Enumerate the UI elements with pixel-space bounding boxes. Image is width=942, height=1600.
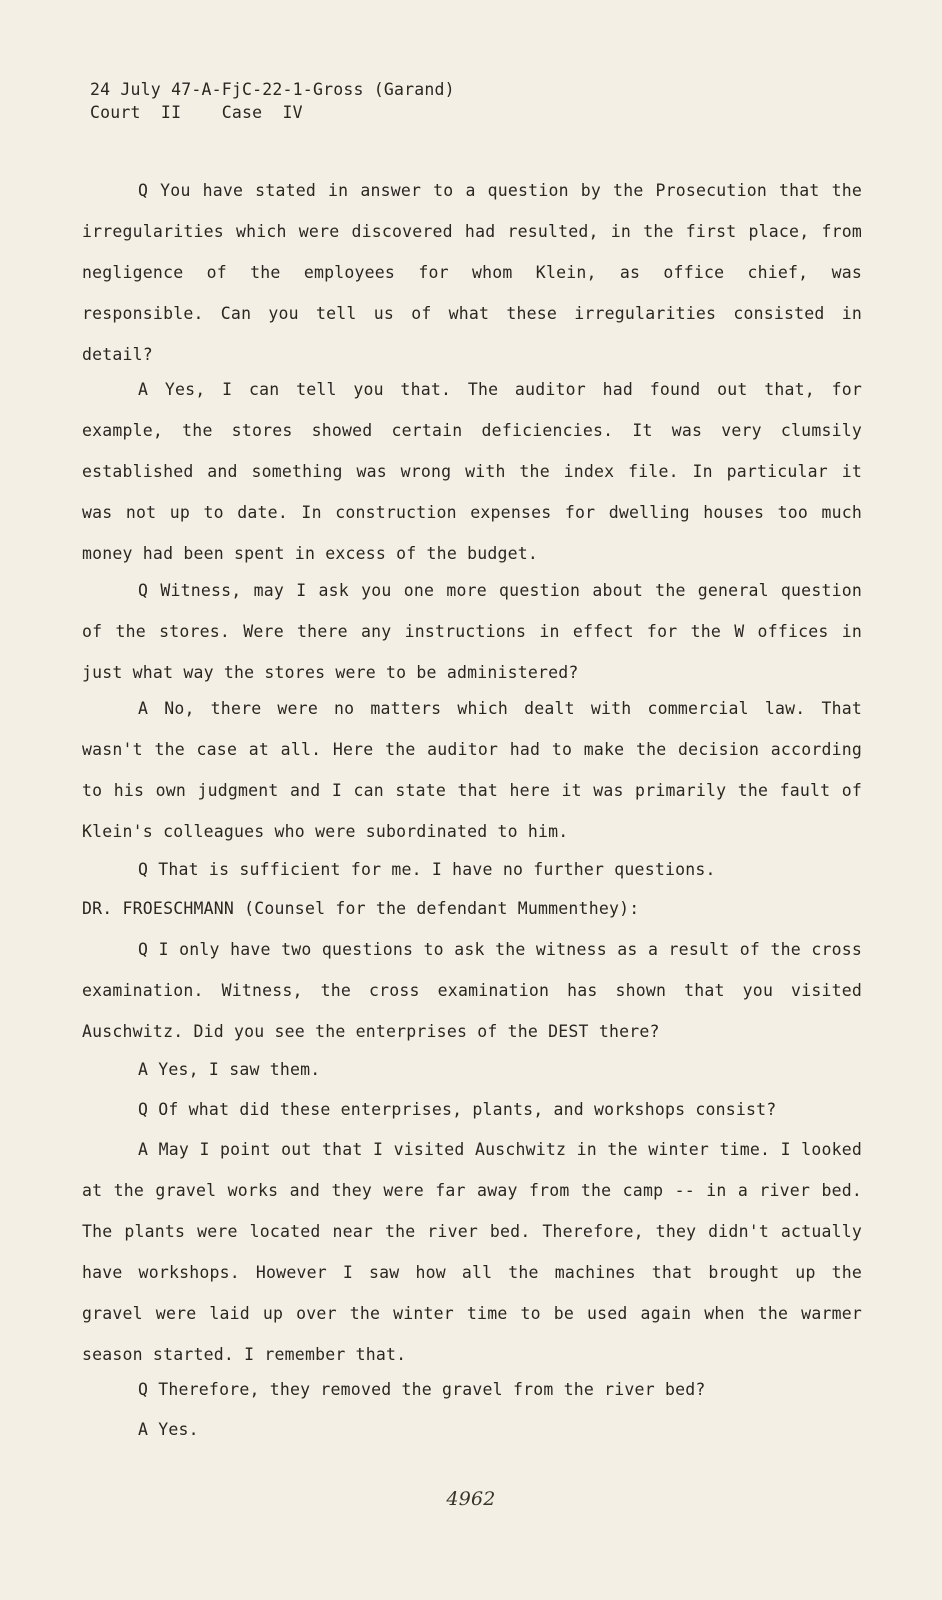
paragraph-text: Q That is sufficient for me. I have no further questions. bbox=[138, 860, 716, 879]
paragraph-q4 bbox=[82, 929, 862, 1052]
paragraph-text: Q Witness, may I ask you one more question about the general question of the stores. Were there any instructions in effect for the W offices in just what way the stores were to be administered? bbox=[82, 581, 862, 682]
paragraph-a6 bbox=[82, 1409, 862, 1450]
page-number: 4962 bbox=[446, 1488, 496, 1510]
paragraph-text: Q Therefore, they removed the gravel from the river bed? bbox=[138, 1380, 706, 1399]
header-line-court-case: Court II Case IV bbox=[90, 103, 303, 122]
paragraph-text: A No, there were no matters which dealt with commercial law. That wasn't the case at all. Here the auditor had to make the decision according to his own judgment and I can state that here it was primarily the fault of Klein's colleagues who were subordinated to him. bbox=[82, 699, 862, 841]
speaker-text: DR. FROESCHMANN (Counsel for the defendant Mummenthey): bbox=[82, 899, 640, 918]
paragraph-q1 bbox=[82, 170, 862, 375]
paragraph-q5 bbox=[82, 1089, 862, 1130]
paragraph-text: A May I point out that I visited Auschwitz in the winter time. I looked at the gravel works and they were far away from the camp -- in a river bed. The plants were located near the river bed. Therefore, they didn't actually have workshops. However I saw how all the machines that brought up the gravel were laid up over the winter time to be used again when the warmer season started. I remember that. bbox=[82, 1140, 862, 1364]
document-header bbox=[90, 78, 455, 124]
speaker-line bbox=[82, 888, 862, 929]
paragraph-text: Q You have stated in answer to a question by the Prosecution that the irregularities which were discovered had resulted, in the first place, from negligence of the employees for whom Klein, as office chief, was responsible. Can you tell us of what these irregularities consisted in detail? bbox=[82, 181, 862, 364]
paragraph-text: A Yes, I saw them. bbox=[138, 1060, 321, 1079]
paragraph-q6 bbox=[82, 1369, 862, 1410]
paragraph-q3 bbox=[82, 849, 862, 890]
paragraph-q2 bbox=[82, 570, 862, 693]
paragraph-a2 bbox=[82, 688, 862, 852]
paragraph-text: Q Of what did these enterprises, plants, and workshops consist? bbox=[138, 1100, 777, 1119]
paragraph-text: A Yes. bbox=[138, 1420, 199, 1439]
paragraph-a1 bbox=[82, 369, 862, 574]
paragraph-a4 bbox=[82, 1049, 862, 1090]
paragraph-text: Q I only have two questions to ask the witness as a result of the cross examination. Witness, the cross examination has shown that you visited Auschwitz. Did you see the enterprises of the DEST there? bbox=[82, 940, 862, 1041]
header-line-date-case-id: 24 July 47-A-FjC-22-1-Gross (Garand) bbox=[90, 80, 455, 99]
paragraph-text: A Yes, I can tell you that. The auditor had found out that, for example, the stores showed certain deficiencies. It was very clumsily established and something was wrong with the index file. In particular it was not up to date. In construction expenses for dwelling houses too much money had been spent in excess of the budget. bbox=[82, 380, 862, 563]
paragraph-a5 bbox=[82, 1129, 862, 1375]
